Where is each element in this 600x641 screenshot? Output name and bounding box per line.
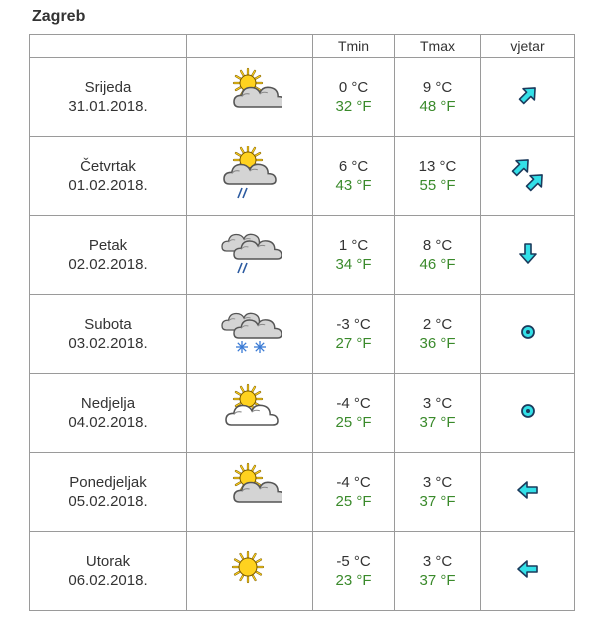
tmax-cell xyxy=(395,453,481,532)
forecast-table xyxy=(29,34,575,611)
wind-cell xyxy=(481,295,575,374)
wind-cell xyxy=(481,453,575,532)
tmin-celsius: -4 °C xyxy=(336,395,371,412)
cloud-rain-icon xyxy=(218,225,282,285)
forecast-row xyxy=(30,453,575,532)
sun-light-cloud-icon xyxy=(218,383,282,443)
weather-cell xyxy=(187,137,313,216)
calm-circle-icon xyxy=(508,312,548,356)
day-cell xyxy=(30,374,187,453)
tmin-celsius: 1 °C xyxy=(338,237,369,254)
tmin-celsius: -5 °C xyxy=(336,553,371,570)
day-date: 04.02.2018. xyxy=(68,414,148,431)
day-name: Subota xyxy=(84,316,132,333)
day-date: 01.02.2018. xyxy=(68,177,148,194)
tmax-celsius: 2 °C xyxy=(422,316,453,333)
day-name: Ponedjeljak xyxy=(69,474,147,491)
day-name: Srijeda xyxy=(84,79,132,96)
tmin-fahrenheit: 25 °F xyxy=(335,414,372,431)
tmax-celsius: 8 °C xyxy=(422,237,453,254)
tmax-cell xyxy=(395,216,481,295)
tmax-fahrenheit: 37 °F xyxy=(419,572,456,589)
tmax-fahrenheit: 55 °F xyxy=(419,177,456,194)
tmin-fahrenheit: 32 °F xyxy=(335,98,372,115)
day-name: Utorak xyxy=(85,553,131,570)
header-wind: vjetar xyxy=(481,35,575,58)
forecast-row xyxy=(30,532,575,611)
city-title: Zagreb xyxy=(32,8,86,25)
tmin-cell xyxy=(313,295,395,374)
tmax-celsius: 9 °C xyxy=(422,79,453,96)
sun-cloud-icon xyxy=(218,462,282,522)
tmin-celsius: -3 °C xyxy=(336,316,371,333)
header-icon xyxy=(187,35,313,58)
weather-cell xyxy=(187,453,313,532)
day-name: Nedjelja xyxy=(80,395,136,412)
sun-icon xyxy=(218,541,282,601)
weather-cell xyxy=(187,58,313,137)
forecast-row xyxy=(30,137,575,216)
tmax-fahrenheit: 37 °F xyxy=(419,493,456,510)
wind-cell xyxy=(481,532,575,611)
tmin-fahrenheit: 27 °F xyxy=(335,335,372,352)
arrow-west-icon xyxy=(508,549,548,593)
tmax-fahrenheit: 46 °F xyxy=(419,256,456,273)
tmax-cell xyxy=(395,295,481,374)
day-date: 06.02.2018. xyxy=(68,572,148,589)
day-date: 31.01.2018. xyxy=(68,98,148,115)
tmin-fahrenheit: 43 °F xyxy=(335,177,372,194)
tmin-celsius: -4 °C xyxy=(336,474,371,491)
cloud-snow-icon xyxy=(218,304,282,364)
forecast-row xyxy=(30,374,575,453)
calm-circle-icon xyxy=(508,391,548,435)
tmax-celsius: 13 °C xyxy=(418,158,457,175)
tmax-cell xyxy=(395,58,481,137)
tmax-celsius: 3 °C xyxy=(422,553,453,570)
header-row xyxy=(30,35,575,58)
double-arrow-northeast-icon xyxy=(508,154,548,198)
forecast-row xyxy=(30,216,575,295)
day-cell xyxy=(30,532,187,611)
tmin-fahrenheit: 34 °F xyxy=(335,256,372,273)
tmin-fahrenheit: 23 °F xyxy=(335,572,372,589)
tmax-celsius: 3 °C xyxy=(422,474,453,491)
wind-cell xyxy=(481,137,575,216)
arrow-south-icon xyxy=(508,233,548,277)
wind-cell xyxy=(481,58,575,137)
weather-cell xyxy=(187,532,313,611)
tmin-cell xyxy=(313,137,395,216)
tmin-cell xyxy=(313,532,395,611)
day-cell xyxy=(30,58,187,137)
weather-cell xyxy=(187,295,313,374)
tmax-celsius: 3 °C xyxy=(422,395,453,412)
day-date: 03.02.2018. xyxy=(68,335,148,352)
tmax-cell xyxy=(395,374,481,453)
tmin-cell xyxy=(313,374,395,453)
sun-cloud-rain-icon xyxy=(218,146,282,206)
tmin-cell xyxy=(313,216,395,295)
forecast-row xyxy=(30,58,575,137)
tmax-fahrenheit: 36 °F xyxy=(419,335,456,352)
header-tmax: Tmax xyxy=(395,35,481,58)
day-cell xyxy=(30,295,187,374)
weather-cell xyxy=(187,374,313,453)
day-name: Četvrtak xyxy=(80,158,136,175)
sun-cloud-icon xyxy=(218,67,282,127)
day-date: 05.02.2018. xyxy=(68,493,148,510)
arrow-west-icon xyxy=(508,470,548,514)
tmax-fahrenheit: 48 °F xyxy=(419,98,456,115)
header-tmin: Tmin xyxy=(313,35,395,58)
wind-cell xyxy=(481,216,575,295)
tmax-fahrenheit: 37 °F xyxy=(419,414,456,431)
tmin-celsius: 6 °C xyxy=(338,158,369,175)
header-day xyxy=(30,35,187,58)
tmin-fahrenheit: 25 °F xyxy=(335,493,372,510)
tmax-cell xyxy=(395,532,481,611)
day-name: Petak xyxy=(88,237,128,254)
tmin-cell xyxy=(313,58,395,137)
tmin-celsius: 0 °C xyxy=(338,79,369,96)
day-cell xyxy=(30,216,187,295)
arrow-northeast-icon xyxy=(508,75,548,119)
tmin-cell xyxy=(313,453,395,532)
weather-cell xyxy=(187,216,313,295)
day-cell xyxy=(30,453,187,532)
day-date: 02.02.2018. xyxy=(68,256,148,273)
tmax-cell xyxy=(395,137,481,216)
day-cell xyxy=(30,137,187,216)
wind-cell xyxy=(481,374,575,453)
forecast-row xyxy=(30,295,575,374)
